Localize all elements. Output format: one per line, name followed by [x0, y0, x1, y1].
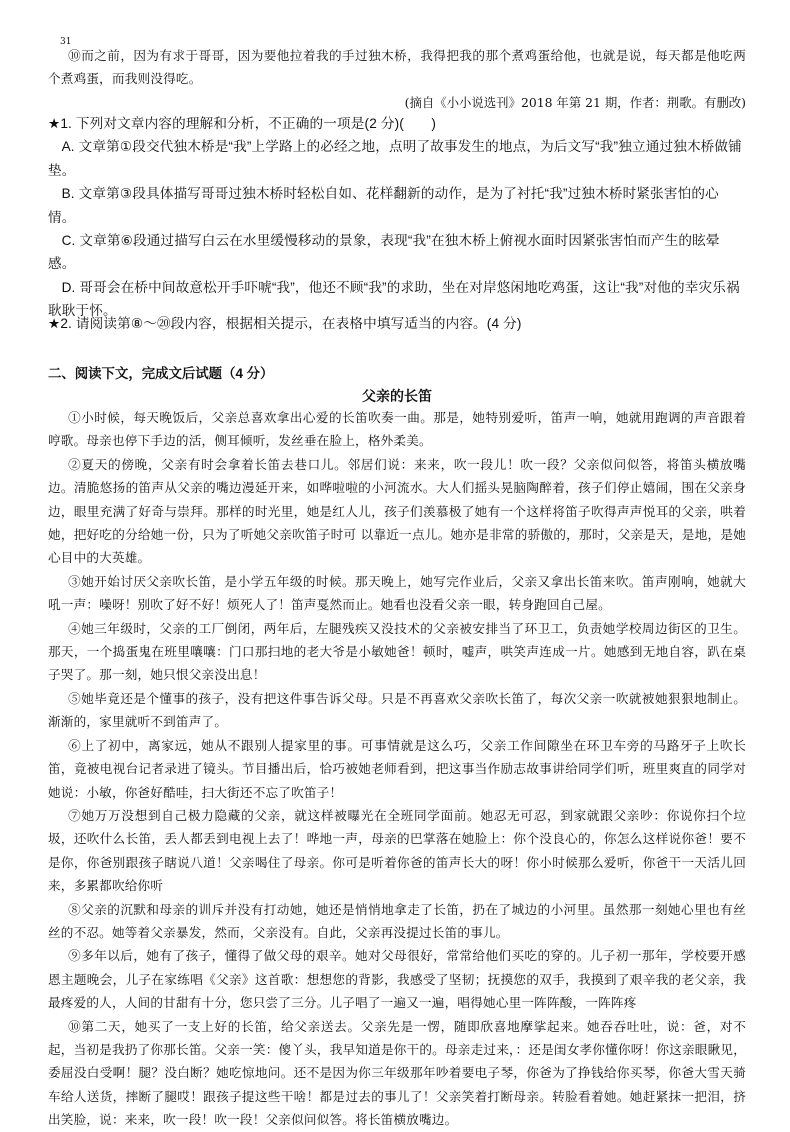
article-paragraph-10: ⑩第二天，她买了一支上好的长笛，给父亲送去。父亲先是一愣，随即欣喜地摩挲起来。她吞吞吐吐，说：爸，对不起，当初是我扔了你那长笛。父亲一笑：傻丫头，我早知道是你干的。母亲走过来，：还是闺女孝你懂你呀！你这亲眼瞅见，委屈没白受啊！腿？没白断？她吃惊地问。还不是因为你三年级那年吵着要电子琴，你爸为了挣钱给你买琴，你爸大雪天骑车给人送货，摔断了腿哎！跟孩子提这些干啥！都是过去的事儿了！父亲笑着打断母亲。转脸看着她。她赶紧抹一把泪，挤出笑脸，说：来来，吹一段！吹一段！父亲似问似答。将长笛横放嘴边。 — [48, 1018, 746, 1128]
section-2 — [48, 363, 746, 382]
article-paragraph-8: ⑧父亲的沉默和母亲的训斥并没有打动她，她还是悄悄地拿走了长笛，扔在了城边的小河里。虽然那一刻她心里也有丝丝的不忍。她等着父亲暴发，然而，父亲没有。自此，父亲再没提过长笛的事儿。 — [48, 901, 746, 940]
question-1-stem: ★1. 下列对文章内容的理解和分析，不正确的一项是(2 分)( ) — [48, 116, 437, 131]
section-heading: 二、阅读下文，完成文后试题（4 分） — [48, 366, 274, 381]
article-paragraph-6: ⑥上了初中，离家远，她从不跟别人提家里的事。可事情就是这么巧，父亲工作间隙坐在环卫车旁的马路牙子上吹长笛，竟被电视台记者录进了镜头。节目播出后，恰巧被她老师看到，把这事当作励志故事讲给同学们听，班里爽直的同学对她说：小敏，你爸好酷哇，扫大街还不忘了吹笛子！ — [48, 737, 746, 800]
question-2-stem: ★2. 请阅读第⑧～⑳段内容，根据相关提示，在表格中填写适当的内容。(4 分) — [48, 316, 522, 331]
passage-closing-paragraph: ⑩而之前，因为有求于哥哥，因为要他拉着我的手过独木桥，我得把我的那个煮鸡蛋给他，也就是说，每天都是他吃两个煮鸡蛋，而我则没得吃。 — [48, 48, 746, 87]
article-title: 父亲的长笛 — [362, 388, 432, 404]
question-1 — [48, 112, 746, 323]
option-a[interactable]: A. 文章第①段交代独木桥是“我”上学路上的必经之地，点明了故事发生的地点，为后文写“我”独立通过独木桥做铺垫。 — [48, 139, 742, 178]
article-paragraph-9: ⑨多年以后，她有了孩子，懂得了做父母的艰辛。她对父母很好，常常给他们买吃的穿的。儿子初一那年，学校要开感恩主题晚会，儿子在家练唱《父亲》这首歌：想想您的背影，我感受了坚韧；抚摸您的双手，我摸到了艰辛我的老父亲，我最疼爱的人，人间的甘甜有十分，您只尝了三分。儿子唱了一遍又一遍，唱得她心里一阵阵酸，一阵阵疼 — [48, 948, 746, 1011]
source-note — [48, 92, 746, 114]
source-citation: (摘自《小小说选刊》2018 年第 21 期，作者：荆歌。有删改) — [404, 95, 746, 110]
article-title-wrap — [48, 386, 746, 406]
article-paragraph-7: ⑦她万万没想到自己极力隐藏的父亲，就这样被曝光在全班同学面前。她忍无可忍，到家就跟父亲吵：你说你扫个垃圾，还吹什么长笛，丢人都丢到电视上去了！哗地一声，母亲的巴掌落在她脸上：你个没良心的，你怎么这样说你爸！要不是你，你爸别跟孩子瞎说八道！父亲喝住了母亲。你可是听着你爸的笛声长大的呀！你小时候那么爱听，你爸干一天活儿回来，多累都吹给你听 — [48, 807, 746, 894]
article-paragraph-4: ④她三年级时，父亲的工厂倒闭，两年后，左腿残疾又没技术的父亲被安排当了环卫工，负责她学校周边街区的卫生。那天，一个捣蛋鬼在班里嚷嚷：门口那扫地的老大爷是小敏她爸！顿时，嘘声，哄笑声连成一片。她感到无地自容，趴在桌子哭了。那一刻，她只恨父亲没出息！ — [48, 620, 746, 683]
article-paragraph-1: ①小时候，每天晚饭后，父亲总喜欢拿出心爱的长笛吹奏一曲。那是，她特别爱听，笛声一响，她就用跑调的声音跟着哼歌。母亲也停下手边的活，侧耳倾听，发丝垂在脸上，格外柔美。 — [48, 410, 746, 449]
article-paragraph-3: ③她开始讨厌父亲吹长笛，是小学五年级的时候。那天晚上，她写完作业后，父亲又拿出长笛来吹。笛声刚响，她就大吼一声：噪呀！别吹了好不好！烦死人了！笛声戛然而止。她看也没看父亲一眼，转身跑回自己屋。 — [48, 573, 746, 613]
article-body — [48, 406, 746, 1132]
option-c[interactable]: C. 文章第⑥段通过描写白云在水里缓慢移动的景象，表现“我”在独木桥上俯视水面时因紧张害怕而产生的眩晕感。 — [48, 233, 720, 272]
article-paragraph-2: ②夏天的傍晚，父亲有时会拿着长笛去巷口儿。邻居们说：来来，吹一段儿！吹一段？父亲似问似答，将笛头横放嘴边。清脆悠扬的笛声从父亲的嘴边漫延开来，如哗啦啦的小河流水。大人们摇头晃脑陶醉着，孩子们停止嬉闹，围在父亲身边，眼里充满了好奇与崇拜。那样的时光里，她是红人儿，孩子们羡慕极了她有一个这样将笛子吹得声声悦耳的父亲，哄着她，把好吃的分给她一份，只为了听她父亲吹笛子时可 以靠近一点儿。她亦是非常的骄傲的，那时，父亲是天，是地，是她心目中的大英雄。 — [48, 456, 746, 566]
question-2 — [48, 312, 746, 335]
passage-tail — [48, 37, 746, 91]
option-d[interactable]: D. 哥哥会在桥中间故意松开手吓唬“我”，他还不顾“我”的求助，坐在对岸悠闲地吃鸡蛋，这让“我”对他的幸灾乐祸耿耿于怀。 — [48, 279, 740, 319]
option-b[interactable]: B. 文章第③段具体描写哥哥过独木桥时轻松自如、花样翻新的动作，是为了衬托“我”过独木桥时紧张害怕的心情。 — [48, 186, 719, 225]
article-paragraph-5: ⑤她毕竟还是个懂事的孩子，没有把这件事告诉父母。只是不再喜欢父亲吹长笛了，每次父亲一吹就被她狠狠地制止。渐渐的，家里就听不到笛声了。 — [48, 690, 746, 730]
paragraph-number-label: 31 — [60, 37, 72, 47]
